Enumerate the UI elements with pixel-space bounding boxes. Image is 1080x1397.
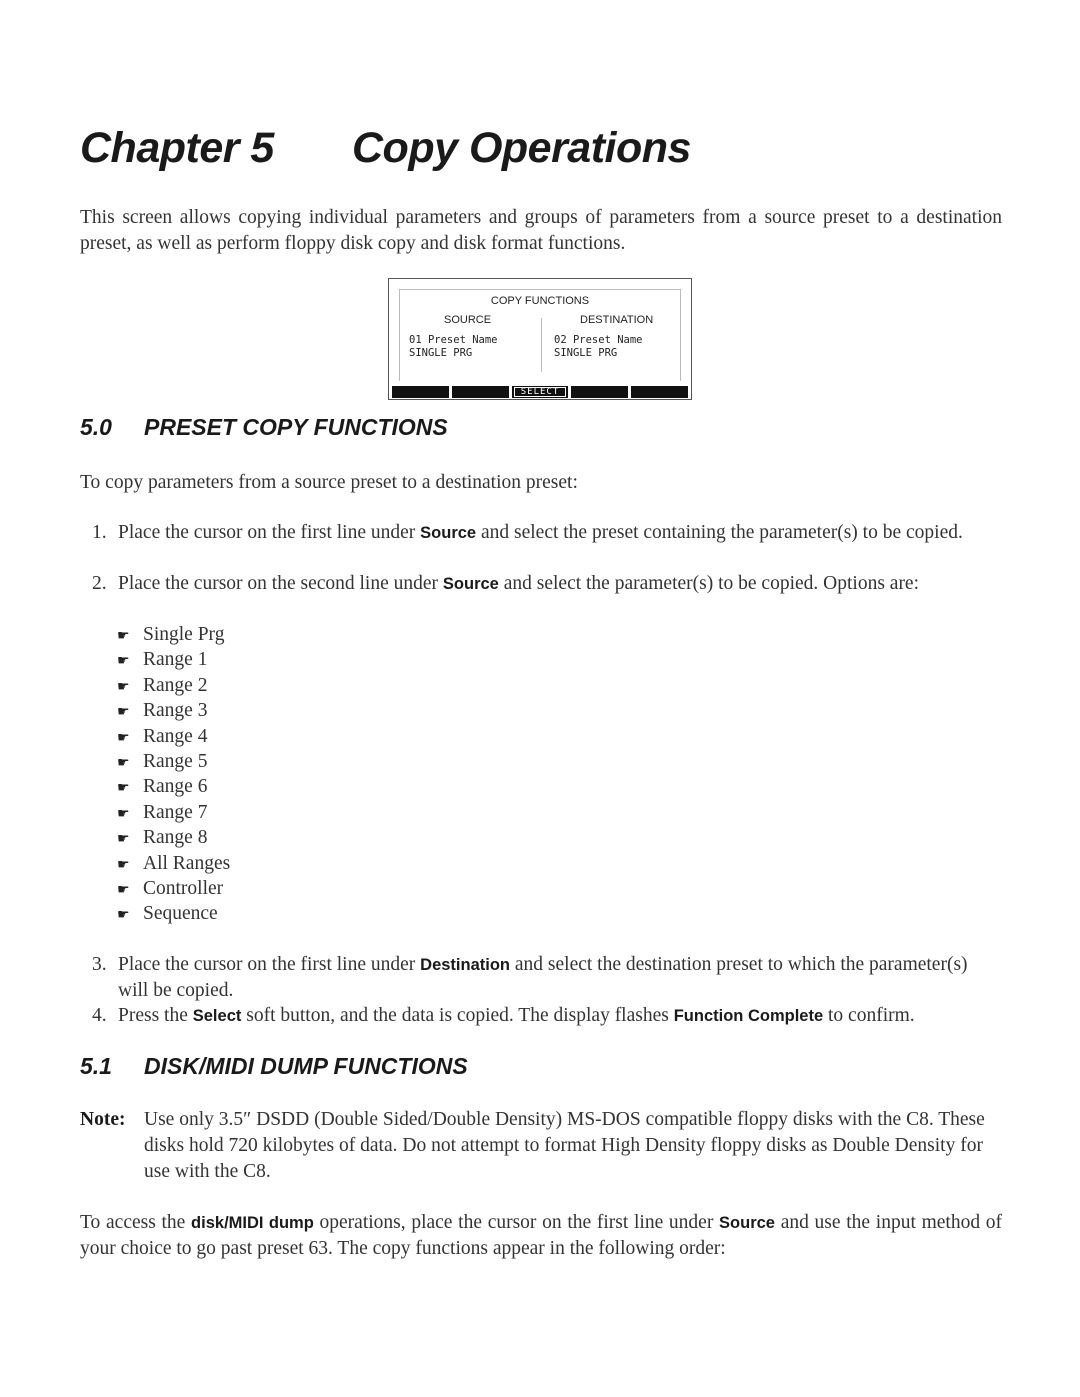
term-source: Source [420, 524, 477, 542]
pointing-hand-icon: ☛ [117, 653, 130, 670]
term-select: Select [192, 1007, 242, 1025]
section-title: PRESET COPY FUNCTIONS [144, 414, 448, 440]
lcd-column-divider [541, 318, 542, 372]
list-item: ☛ Range 5 [117, 749, 230, 774]
intro-paragraph: This screen allows copying individual parameters and groups of parameters from a source preset to a destination preset, as well as perform floppy disk copy and disk format functions. [80, 207, 1002, 254]
pointing-hand-icon: ☛ [117, 704, 130, 721]
softkey-select-label: SELECT [514, 387, 567, 397]
list-item: ☛ Range 2 [117, 673, 230, 698]
list-item: ☛ Range 6 [117, 774, 230, 799]
pointing-hand-icon: ☛ [117, 678, 130, 695]
section-lead: To copy parameters from a source preset to a destination preset: [80, 472, 578, 493]
list-item: ☛ Range 8 [117, 825, 230, 850]
chapter-name: Copy Operations [352, 124, 691, 172]
lcd-dest-line1: 02 Preset Name [554, 334, 643, 346]
pointing-hand-icon: ☛ [117, 754, 130, 771]
pointing-hand-icon: ☛ [117, 628, 130, 644]
list-item: ☛ Range 3 [117, 698, 230, 723]
lcd-source-line1: 01 Preset Name [409, 334, 498, 346]
step-2 [92, 571, 1002, 597]
softkey-4 [571, 386, 628, 398]
lcd-softkey-row [392, 386, 688, 398]
section-heading-5-0 [80, 414, 448, 441]
list-item: ☛ All Ranges [117, 851, 230, 876]
section-number: 5.0 [80, 414, 112, 440]
step-text: Place the cursor on the second line under Source and select the parameter(s) to be copied. Options are: [118, 573, 920, 594]
term-destination: Destination [420, 956, 510, 974]
section-heading-5-1 [80, 1053, 468, 1080]
step-text: Place the cursor on the first line under Source and select the preset containing the parameter(s) to be copied. [118, 522, 963, 543]
lcd-source-line2: SINGLE PRG [409, 347, 473, 359]
pointing-hand-icon: ☛ [117, 881, 130, 898]
softkey-5 [631, 386, 688, 398]
lcd-destination-header: DESTINATION [580, 314, 654, 326]
softkey-2 [452, 386, 509, 398]
pointing-hand-icon: ☛ [117, 805, 130, 822]
pointing-hand-icon: ☛ [117, 856, 130, 873]
step-number: 4. [92, 1005, 107, 1026]
list-item: ☛ Sequence [117, 901, 230, 926]
lcd-dest-line2: SINGLE PRG [554, 347, 618, 359]
step-number: 3. [92, 954, 107, 975]
pointing-hand-icon: ☛ [117, 831, 130, 848]
lcd-source-header: SOURCE [444, 314, 492, 326]
pointing-hand-icon: ☛ [117, 729, 130, 746]
section-number: 5.1 [80, 1053, 112, 1079]
lcd-title: COPY FUNCTIONS [487, 295, 593, 307]
list-item: ☛ Single Prg [117, 622, 230, 647]
pointing-hand-icon: ☛ [117, 780, 130, 797]
term-source: Source [719, 1214, 775, 1232]
step-number: 1. [92, 522, 107, 543]
step-number: 2. [92, 573, 107, 594]
step-1 [92, 520, 1002, 546]
list-item: ☛ Range 4 [117, 724, 230, 749]
note-label: Note: [80, 1109, 126, 1130]
step-3 [92, 952, 1002, 1004]
chapter-number: Chapter 5 [80, 124, 274, 172]
chapter-title [80, 124, 691, 173]
list-item: ☛ Controller [117, 876, 230, 901]
options-list [117, 622, 230, 927]
term-function-complete: Function Complete [673, 1007, 824, 1025]
step-4 [92, 1003, 1002, 1029]
list-item: ☛ Range 7 [117, 800, 230, 825]
section-title: DISK/MIDI DUMP FUNCTIONS [144, 1053, 468, 1079]
softkey-select [512, 386, 569, 398]
note-text: Use only 3.5″ DSDD (Double Sided/Double Density) MS-DOS compatible floppy disks with the C8. These disks hold 720 kilobytes of data. Do not attempt to format High Density floppy disks as Double Density for use with the C8. [144, 1109, 985, 1182]
list-item: ☛ Range 1 [117, 647, 230, 672]
closing-paragraph: To access the disk/MIDI dump operations, place the cursor on the first line under Source and use the input method of your choice to go past preset 63. The copy functions appear in the following order: [80, 1212, 1003, 1259]
step-text: Place the cursor on the first line under Destination and select the destination preset to which the parameter(s) will be copied. [118, 954, 968, 1001]
pointing-hand-icon: ☛ [117, 907, 130, 924]
lcd-title-row [388, 291, 692, 309]
softkey-1 [392, 386, 449, 398]
step-text: Press the Select soft button, and the data is copied. The display flashes Function Complete to confirm. [118, 1005, 915, 1026]
term-source: Source [442, 575, 499, 593]
term-disk-midi-dump: disk/MIDI dump [191, 1214, 314, 1232]
